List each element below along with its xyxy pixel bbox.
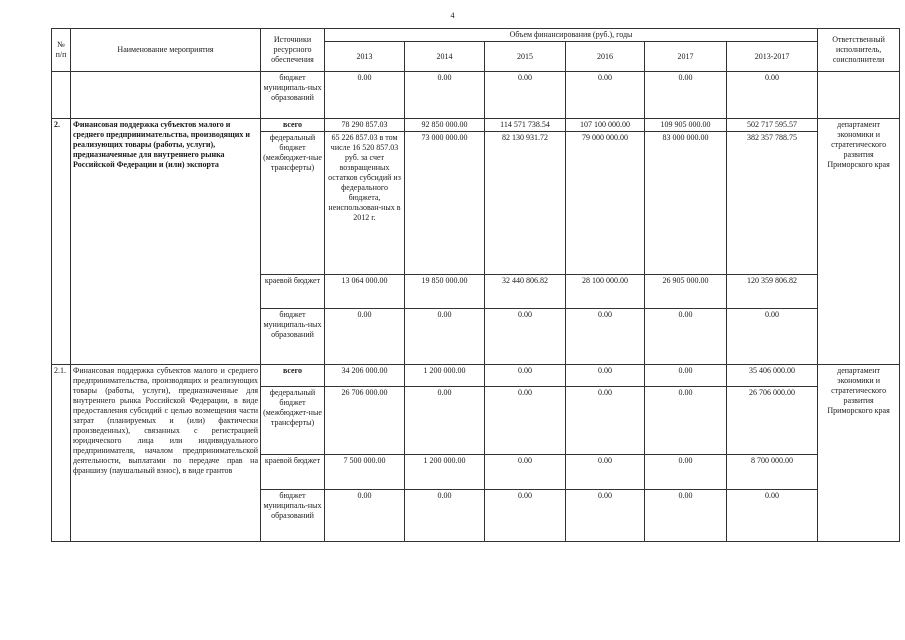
cell-value: 82 130 931.72 [485,132,566,275]
header-funding: Объем финансирования (руб.), годы [325,29,818,42]
cell-value: 0.00 [325,309,405,365]
cell-value: 0.00 [405,490,485,542]
header-year: 2016 [566,42,645,72]
cell-num [52,72,71,119]
cell-value: 0.00 [645,490,727,542]
cell-value: 26 706 000.00 [727,387,818,455]
cell-value: 0.00 [566,387,645,455]
cell-value: 502 717 595.57 [727,119,818,132]
cell-value: 114 571 738.54 [485,119,566,132]
cell-value: 120 359 806.82 [727,275,818,309]
cell-value: 0.00 [485,455,566,490]
cell-value: 0.00 [485,309,566,365]
funding-table [51,28,900,542]
cell-name [71,72,261,119]
cell-value: 0.00 [485,365,566,387]
cell-value: 0.00 [727,72,818,119]
cell-value: 0.00 [645,72,727,119]
cell-value: 382 357 788.75 [727,132,818,275]
cell-responsible: департамент экономики и стратегического развития Приморского края [818,365,900,542]
header-row-1 [52,29,900,42]
cell-num: 2.1. [52,365,71,542]
cell-value: 0.00 [566,490,645,542]
cell-source: бюджет муниципаль-ных образований [261,72,325,119]
header-num: № п/п [52,29,71,72]
table-row [52,119,900,132]
cell-value: 109 905 000.00 [645,119,727,132]
table-row [52,365,900,387]
header-responsible: Ответственный исполнитель, соисполнители [818,29,900,72]
cell-value: 0.00 [485,72,566,119]
cell-num: 2. [52,119,71,365]
cell-source: краевой бюджет [261,455,325,490]
cell-name: Финансовая поддержка субъектов малого и среднего предпринимательства, производящих и реализующих товары (работы, услуги), предназначенные для внутреннего рынка Российской Федерации, в виде предоставления субсидий с целью возмещения части затрат (планируемых и (или) фактически произведенных), связанных с регистрацией юридического лица или индивидуального предпринимателя, началом предпринимательской деятельности, выплатами по передаче прав на франшизу (паушальный взнос), в виде грантов [71,365,261,542]
header-year: 2014 [405,42,485,72]
cell-value: 65 226 857.03 в том числе 16 520 857.03 руб. за счет возвращенных остатков субсидий из федерального бюджета, неиспользован-ных в 2012 г. [325,132,405,275]
cell-value: 78 290 857.03 [325,119,405,132]
header-year: 2017 [645,42,727,72]
cell-value: 0.00 [645,387,727,455]
cell-value: 0.00 [405,387,485,455]
cell-value: 34 206 000.00 [325,365,405,387]
cell-value: 0.00 [405,309,485,365]
cell-value: 0.00 [485,387,566,455]
cell-value: 8 700 000.00 [727,455,818,490]
cell-value: 0.00 [485,490,566,542]
header-sources: Источники ресурсного обеспечения [261,29,325,72]
cell-value: 13 064 000.00 [325,275,405,309]
cell-value: 0.00 [325,72,405,119]
header-year: 2013 [325,42,405,72]
cell-source: бюджет муниципаль-ных образований [261,309,325,365]
cell-value: 0.00 [405,72,485,119]
header-year: 2015 [485,42,566,72]
cell-responsible: департамент экономики и стратегического развития Приморского края [818,119,900,365]
cell-source: всего [261,365,325,387]
cell-value: 26 905 000.00 [645,275,727,309]
cell-value: 19 850 000.00 [405,275,485,309]
cell-value: 107 100 000.00 [566,119,645,132]
cell-source: бюджет муниципаль-ных образований [261,490,325,542]
cell-value: 0.00 [727,490,818,542]
header-name: Наименование мероприятия [71,29,261,72]
cell-value: 73 000 000.00 [405,132,485,275]
header-year: 2013-2017 [727,42,818,72]
cell-value: 83 000 000.00 [645,132,727,275]
table-row [52,72,900,119]
cell-value: 1 200 000.00 [405,455,485,490]
cell-value: 0.00 [325,490,405,542]
cell-value: 0.00 [645,309,727,365]
cell-source: федеральный бюджет (межбюджет-ные трансферты) [261,387,325,455]
cell-value: 0.00 [566,72,645,119]
cell-value: 0.00 [645,455,727,490]
cell-responsible [818,72,900,119]
cell-value: 1 200 000.00 [405,365,485,387]
cell-value: 32 440 806.82 [485,275,566,309]
cell-source: всего [261,119,325,132]
cell-value: 35 406 000.00 [727,365,818,387]
cell-value: 0.00 [566,365,645,387]
cell-value: 0.00 [727,309,818,365]
page-number: 4 [450,11,455,20]
cell-value: 0.00 [566,309,645,365]
cell-value: 26 706 000.00 [325,387,405,455]
cell-value: 7 500 000.00 [325,455,405,490]
cell-value: 79 000 000.00 [566,132,645,275]
cell-value: 0.00 [566,455,645,490]
cell-source: краевой бюджет [261,275,325,309]
cell-value: 0.00 [645,365,727,387]
cell-name: Финансовая поддержка субъектов малого и среднего предпринимательства, производящих и реализующих товары (работы, услуги), предназначенные для внутреннего рынка Российской Федерации и (или) экспорта [71,119,261,365]
cell-value: 28 100 000.00 [566,275,645,309]
cell-source: федеральный бюджет (межбюджет-ные трансферты) [261,132,325,275]
cell-value: 92 850 000.00 [405,119,485,132]
